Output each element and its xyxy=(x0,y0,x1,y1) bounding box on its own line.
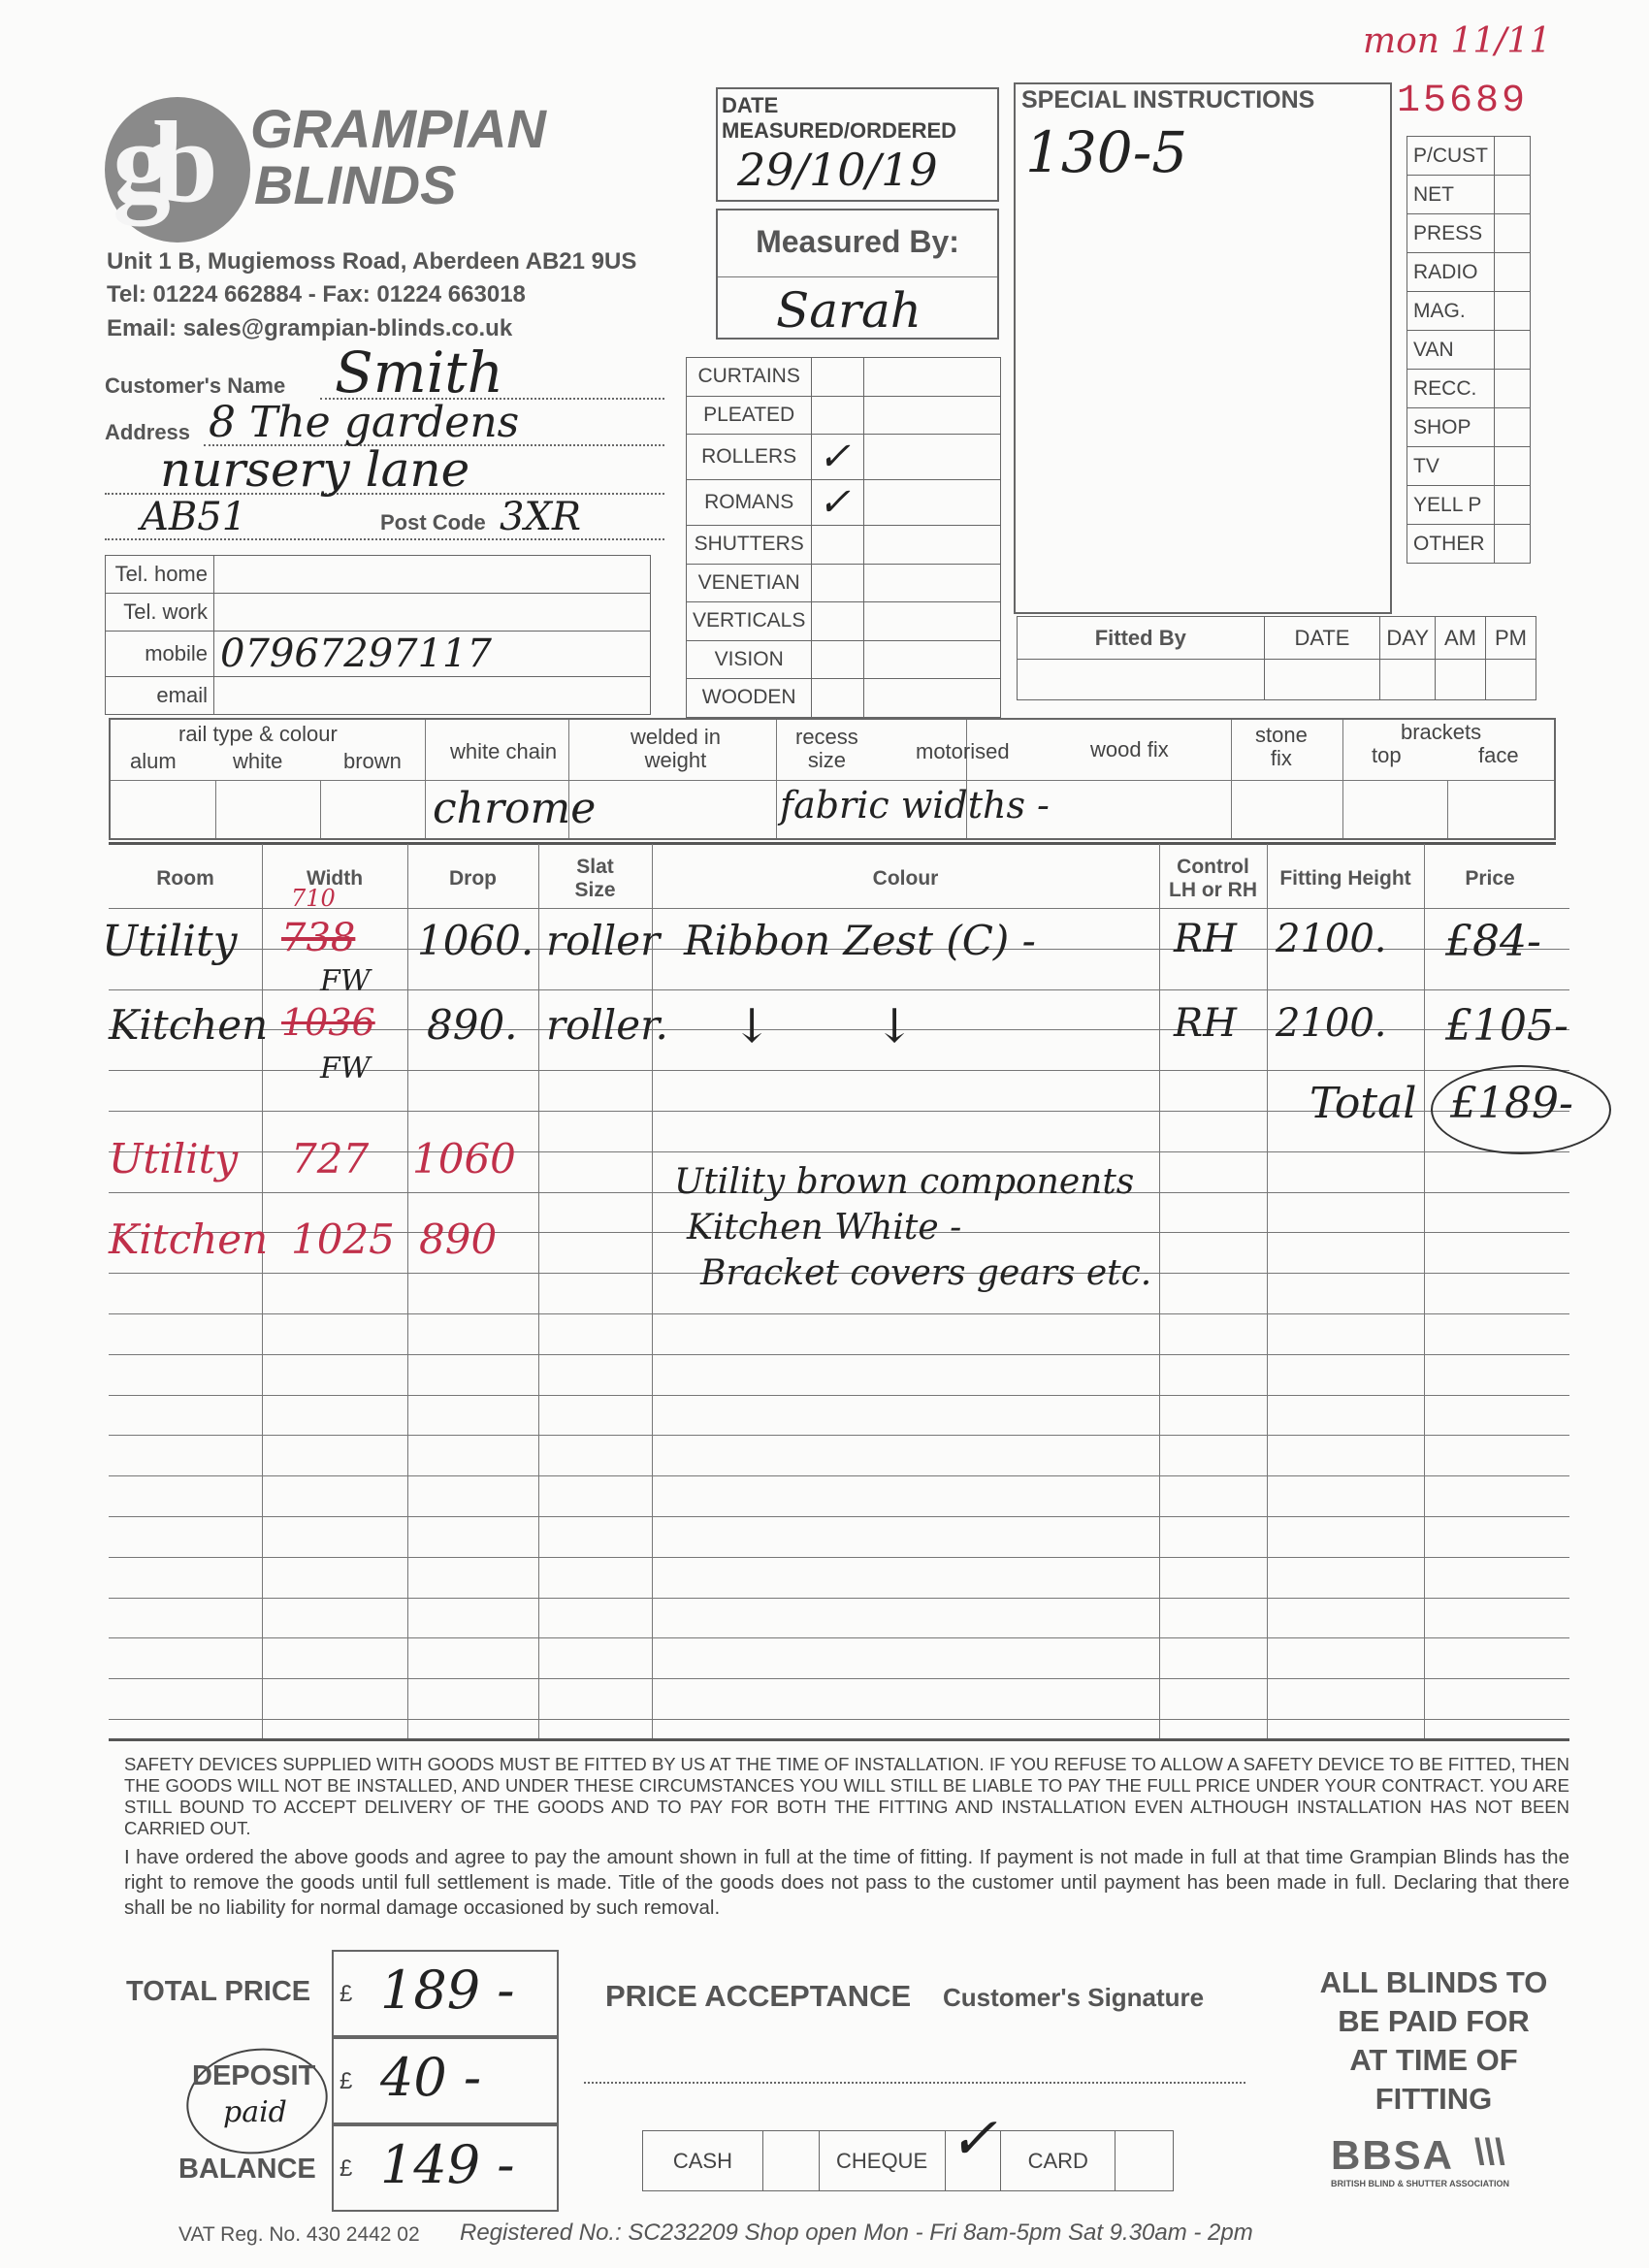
source-label: RECC. xyxy=(1407,370,1495,408)
source-label: SHOP xyxy=(1407,408,1495,447)
phone-row xyxy=(106,632,651,677)
source-row xyxy=(1407,408,1531,447)
column-header-control: Control LH or RH xyxy=(1169,856,1257,901)
red-row2-drop[interactable]: 890 xyxy=(419,1215,498,1263)
brackets-label: brackets xyxy=(1401,720,1482,744)
product-tick[interactable] xyxy=(812,564,864,602)
company-name-line1: GRAMPIAN xyxy=(250,98,546,159)
phone-table xyxy=(105,555,651,715)
note-line-3[interactable]: Bracket covers gears etc. xyxy=(700,1253,1152,1293)
total-value[interactable]: £189- xyxy=(1450,1079,1573,1128)
postcode-value[interactable]: 3XR xyxy=(500,495,582,539)
date-label: DATE MEASURED/ORDERED xyxy=(722,93,957,143)
source-label: YELL P xyxy=(1407,486,1495,525)
table-column-divider xyxy=(538,844,539,1738)
column-header-width: Width xyxy=(306,867,364,890)
product-type-table xyxy=(686,357,1001,718)
phone-row xyxy=(106,677,651,715)
company-address: Unit 1 B, Mugiemoss Road, Aberdeen AB21 9US xyxy=(107,248,637,275)
payment-notice: ALL BLINDS TO BE PAID FOR AT TIME OF FITTING xyxy=(1319,1965,1548,2116)
special-instructions-label: SPECIAL INSTRUCTIONS xyxy=(1021,86,1315,113)
source-checkbox[interactable] xyxy=(1495,253,1531,292)
deposit-note: paid xyxy=(223,2095,287,2129)
bbsa-subtitle: BRITISH BLIND & SHUTTER ASSOCIATION xyxy=(1331,2179,1509,2188)
special-instructions-box xyxy=(1014,82,1392,614)
order-number: 15689 xyxy=(1397,80,1529,123)
table-bottom-border xyxy=(109,1738,1569,1741)
source-label: NET xyxy=(1407,176,1495,214)
special-instructions-value[interactable]: 130-5 xyxy=(1025,119,1188,185)
fitted-day-value[interactable] xyxy=(1380,660,1436,700)
row1-control[interactable]: RH xyxy=(1174,917,1237,961)
source-list xyxy=(1406,136,1531,564)
measured-by-value[interactable]: Sarah xyxy=(776,282,922,339)
product-row xyxy=(687,480,1001,526)
product-label: WOODEN xyxy=(687,679,812,718)
product-row xyxy=(687,526,1001,565)
address-line-2[interactable]: nursery lane xyxy=(160,441,470,498)
row2-price[interactable]: £105- xyxy=(1445,1001,1568,1051)
red-row1-width[interactable]: 727 xyxy=(291,1135,370,1183)
balance-box xyxy=(332,2124,559,2212)
fitted-by-label: Fitted By xyxy=(1018,617,1265,660)
source-row xyxy=(1407,214,1531,253)
phone-label: email xyxy=(106,677,214,715)
company-name-line2: BLINDS xyxy=(254,154,457,215)
wood-fix-label: wood fix xyxy=(1090,737,1169,761)
phone-label: Tel. work xyxy=(106,594,214,632)
fitted-am-label: AM xyxy=(1436,617,1486,660)
source-label: RADIO xyxy=(1407,253,1495,292)
fitted-am-value[interactable] xyxy=(1436,660,1486,700)
source-checkbox[interactable] xyxy=(1495,137,1531,176)
source-label: P/CUST xyxy=(1407,137,1495,176)
total-label: Total xyxy=(1310,1079,1417,1128)
agreement-terms: I have ordered the above goods and agree to pay the amount shown in full at the time of fitting. If payment is not made in full at that time Grampian Blinds has the right to remove the goods until full settlement is made. Title of the goods does not pass to the customer until payment has been made in full. Declaring that there shall be no liability for normal damage occasioned by such removal. xyxy=(124,1846,1569,1919)
product-tick[interactable] xyxy=(812,526,864,565)
column-header-fitting: Fitting Height xyxy=(1279,867,1411,890)
deposit-label: DEPOSIT xyxy=(192,2060,316,2091)
product-row xyxy=(687,602,1001,641)
options-panel xyxy=(109,718,1556,840)
source-row xyxy=(1407,525,1531,564)
balance-value[interactable]: 149 - xyxy=(380,2134,515,2195)
motorised-label: motorised xyxy=(916,739,1010,763)
white-chain-label: white chain xyxy=(450,739,558,763)
measured-by-box xyxy=(716,209,999,340)
product-tick[interactable] xyxy=(812,640,864,679)
table-column-divider xyxy=(262,844,263,1738)
product-tick[interactable] xyxy=(812,679,864,718)
note-line-2[interactable]: Kitchen White - xyxy=(687,1208,962,1247)
phone-row xyxy=(106,556,651,594)
product-label: CURTAINS xyxy=(687,358,812,397)
date-value[interactable]: 29/10/19 xyxy=(737,144,938,196)
product-qty[interactable] xyxy=(864,358,1001,397)
column-header-slat: Slat Size xyxy=(574,856,616,901)
row1-room[interactable]: Utility xyxy=(102,917,238,966)
table-row-divider xyxy=(109,1637,1569,1638)
table-column-divider xyxy=(1424,844,1425,1738)
source-row xyxy=(1407,486,1531,525)
cheque-label: CHEQUE xyxy=(819,2131,945,2191)
table-row-divider xyxy=(109,1475,1569,1476)
table-row-divider xyxy=(109,1354,1569,1355)
postcode-label: Post Code xyxy=(380,510,486,535)
address-line-1[interactable]: 8 The gardens xyxy=(209,398,520,447)
row1-width-correction: 710 xyxy=(291,885,336,912)
product-label: ROMANS xyxy=(687,480,812,526)
product-label: VENETIAN xyxy=(687,564,812,602)
fitted-by-value[interactable] xyxy=(1018,660,1265,700)
company-logo xyxy=(105,97,250,243)
product-label: ROLLERS xyxy=(687,435,812,480)
price-acceptance-title: PRICE ACCEPTANCE xyxy=(605,1979,912,2013)
product-qty[interactable] xyxy=(864,396,1001,435)
row2-colour[interactable]: ↓ ↓ xyxy=(732,999,915,1053)
red-row1-room[interactable]: Utility xyxy=(109,1135,239,1183)
phone-value[interactable]: 07967297117 xyxy=(214,632,651,677)
logo-letters: gb xyxy=(113,97,201,226)
product-label: PLEATED xyxy=(687,396,812,435)
table-row-divider xyxy=(109,1435,1569,1436)
safety-terms: SAFETY DEVICES SUPPLIED WITH GOODS MUST BE FITTED BY US AT THE TIME OF INSTALLATION. IF YOU REFUSE TO ALLOW A SAFETY DEVICE TO BE FITTED, THEN THE GOODS WILL NOT BE INSTALLED, AND UNDER THESE CIRCUMSTANCES YOU WILL STILL BE LIABLE TO PAY THE FULL PRICE UNDER YOUR CONTRACT. YOU ARE STILL BOUND TO ACCEPT DELIVERY OF THE GOODS AND TO PAY FOR BOTH THE FITTING AND INSTALLATION EVEN ALTHOUGH INSTALLATION HAS NOT BEEN CARRIED OUT. xyxy=(124,1754,1569,1838)
welded-label: welded in weight xyxy=(630,725,721,772)
row2-fitting[interactable]: 2100. xyxy=(1276,1001,1387,1046)
payment-method-table xyxy=(642,2130,1174,2191)
row2-slat[interactable]: roller. xyxy=(546,1001,668,1049)
table-row-divider xyxy=(109,1313,1569,1314)
payment-tick: ✓ xyxy=(949,2105,998,2173)
brackets-face-label: face xyxy=(1478,743,1519,767)
fitted-day-label: DAY xyxy=(1380,617,1436,660)
product-tick[interactable] xyxy=(812,396,864,435)
table-row-divider xyxy=(109,1719,1569,1720)
product-label: SHUTTERS xyxy=(687,526,812,565)
cash-label: CASH xyxy=(643,2131,763,2191)
source-row xyxy=(1407,253,1531,292)
signature-line[interactable] xyxy=(584,2082,1245,2084)
row1-width-note: FW xyxy=(320,964,371,998)
customer-name[interactable]: Smith xyxy=(335,340,503,405)
total-currency: £ xyxy=(340,1981,353,2007)
cash-box[interactable] xyxy=(762,2131,819,2191)
rail-type-label: rail type & colour xyxy=(178,722,338,746)
phone-value[interactable] xyxy=(214,556,651,594)
vat-number: VAT Reg. No. 430 2442 02 xyxy=(178,2223,420,2246)
source-row xyxy=(1407,447,1531,486)
row1-colour[interactable]: Ribbon Zest (C) - xyxy=(684,917,1036,964)
source-label: PRESS xyxy=(1407,214,1495,253)
source-checkbox[interactable] xyxy=(1495,176,1531,214)
source-checkbox[interactable] xyxy=(1495,408,1531,447)
table-column-divider xyxy=(407,844,408,1738)
deposit-currency: £ xyxy=(340,2068,353,2094)
fitted-pm-value[interactable] xyxy=(1486,660,1536,700)
fitted-pm-label: PM xyxy=(1486,617,1536,660)
product-row xyxy=(687,358,1001,397)
phone-row xyxy=(106,594,651,632)
row1-fitting[interactable]: 2100. xyxy=(1276,917,1387,961)
source-checkbox[interactable] xyxy=(1495,486,1531,525)
measured-by-label: Measured By: xyxy=(756,224,959,259)
product-row xyxy=(687,679,1001,718)
bbsa-logo: BBSA xyxy=(1331,2132,1455,2178)
red-row2-room[interactable]: Kitchen xyxy=(109,1215,269,1263)
product-label: VISION xyxy=(687,640,812,679)
alum-label: alum xyxy=(130,749,177,773)
total-price-box xyxy=(332,1950,559,2037)
product-tick[interactable] xyxy=(812,602,864,641)
row1-slat[interactable]: roller xyxy=(546,917,661,964)
row2-drop[interactable]: 890. xyxy=(427,1001,518,1049)
address-label: Address xyxy=(105,420,191,444)
fitted-date-label: DATE xyxy=(1264,617,1380,660)
balance-label: BALANCE xyxy=(178,2154,316,2185)
fitted-by-table xyxy=(1017,616,1536,700)
product-row xyxy=(687,396,1001,435)
table-column-divider xyxy=(1159,844,1160,1738)
date-box xyxy=(716,87,999,202)
source-checkbox[interactable] xyxy=(1495,447,1531,486)
row1-width[interactable]: 738 xyxy=(281,916,356,960)
red-row2-width[interactable]: 1025 xyxy=(291,1215,395,1263)
recess-label: recess size xyxy=(795,725,858,772)
source-checkbox[interactable] xyxy=(1495,370,1531,408)
product-row xyxy=(687,640,1001,679)
source-row xyxy=(1407,370,1531,408)
company-phone: Tel: 01224 662884 - Fax: 01224 663018 xyxy=(107,281,526,308)
row2-control[interactable]: RH xyxy=(1174,1001,1237,1046)
product-tick[interactable]: ✓ xyxy=(812,435,864,480)
product-qty[interactable] xyxy=(864,435,1001,480)
bbsa-slashes-icon: \\\ xyxy=(1474,2132,1505,2173)
product-qty[interactable] xyxy=(864,526,1001,565)
source-row xyxy=(1407,137,1531,176)
product-qty[interactable] xyxy=(864,564,1001,602)
column-header-room: Room xyxy=(156,867,214,890)
table-row-divider xyxy=(109,1557,1569,1558)
brackets-top-label: top xyxy=(1372,743,1402,767)
chain-note[interactable]: chrome xyxy=(433,784,597,833)
phone-label: Tel. home xyxy=(106,556,214,594)
product-qty[interactable] xyxy=(864,480,1001,526)
registration-info: Registered No.: SC232209 Shop open Mon - Fri 8am-5pm Sat 9.30am - 2pm xyxy=(460,2219,1253,2246)
price-acceptance-subtitle: Customer's Signature xyxy=(943,1983,1205,2012)
table-row-divider xyxy=(109,1598,1569,1599)
stone-fix-label: stone fix xyxy=(1255,723,1308,770)
phone-value[interactable] xyxy=(214,677,651,715)
table-row-divider xyxy=(109,1395,1569,1396)
brown-label: brown xyxy=(343,749,402,773)
company-email: Email: sales@grampian-blinds.co.uk xyxy=(107,315,513,341)
source-row xyxy=(1407,176,1531,214)
product-tick[interactable] xyxy=(812,358,864,397)
product-qty[interactable] xyxy=(864,679,1001,718)
red-row1-drop[interactable]: 1060 xyxy=(412,1135,516,1183)
source-checkbox[interactable] xyxy=(1495,331,1531,370)
product-row xyxy=(687,435,1001,480)
phone-value[interactable] xyxy=(214,594,651,632)
product-row xyxy=(687,564,1001,602)
table-row-divider xyxy=(109,1516,1569,1517)
source-label: OTHER xyxy=(1407,525,1495,564)
white-label: white xyxy=(233,749,283,773)
note-line-1[interactable]: Utility brown components xyxy=(674,1162,1135,1202)
source-label: VAN xyxy=(1407,331,1495,370)
total-price-value[interactable]: 189 - xyxy=(380,1960,515,2021)
corner-note: mon 11/11 xyxy=(1363,21,1552,61)
customer-name-label: Customer's Name xyxy=(105,373,286,398)
fabric-note[interactable]: fabric widths - xyxy=(780,784,1050,826)
row1-price[interactable]: £84- xyxy=(1445,917,1541,966)
row2-room[interactable]: Kitchen xyxy=(109,1001,269,1049)
card-box[interactable] xyxy=(1116,2131,1174,2191)
row1-drop[interactable]: 1060. xyxy=(417,917,534,964)
table-row-divider xyxy=(109,1678,1569,1679)
card-label: CARD xyxy=(1001,2131,1116,2191)
phone-label: mobile xyxy=(106,632,214,677)
source-label: MAG. xyxy=(1407,292,1495,331)
address-line-3[interactable]: AB51 xyxy=(141,495,247,539)
table-column-divider xyxy=(1267,844,1268,1738)
balance-currency: £ xyxy=(340,2155,353,2182)
deposit-value[interactable]: 40 - xyxy=(380,2047,482,2108)
source-label: TV xyxy=(1407,447,1495,486)
source-checkbox[interactable] xyxy=(1495,292,1531,331)
column-header-drop: Drop xyxy=(449,867,497,890)
fitted-date-value[interactable] xyxy=(1264,660,1380,700)
product-qty[interactable] xyxy=(864,602,1001,641)
row2-width-note: FW xyxy=(320,1052,371,1085)
source-checkbox[interactable] xyxy=(1495,525,1531,564)
table-column-divider xyxy=(652,844,653,1738)
column-header-colour: Colour xyxy=(872,867,939,890)
source-checkbox[interactable] xyxy=(1495,214,1531,253)
source-row xyxy=(1407,292,1531,331)
product-qty[interactable] xyxy=(864,640,1001,679)
row2-width[interactable]: 1036 xyxy=(281,1001,375,1044)
column-header-price: Price xyxy=(1465,867,1515,890)
deposit-box xyxy=(332,2037,559,2124)
total-price-label: TOTAL PRICE xyxy=(126,1976,311,2007)
source-row xyxy=(1407,331,1531,370)
product-tick[interactable]: ✓ xyxy=(812,480,864,526)
product-label: VERTICALS xyxy=(687,602,812,641)
